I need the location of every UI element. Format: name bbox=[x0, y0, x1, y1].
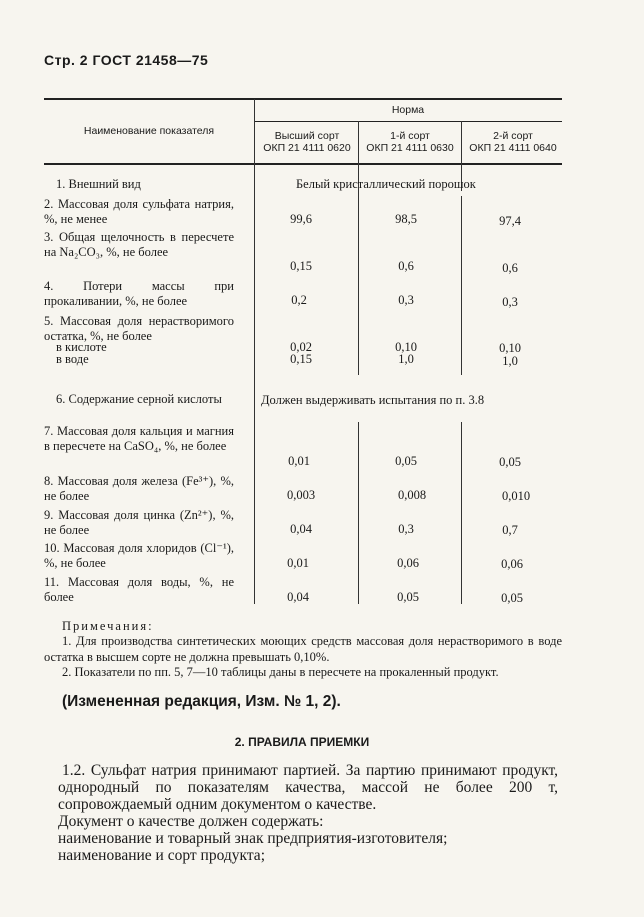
row-10-value-3: 0,06 bbox=[501, 557, 523, 571]
section-heading: 2. ПРАВИЛА ПРИЕМКИ bbox=[234, 735, 370, 749]
row-5-sub-2-value-2: 1,0 bbox=[398, 352, 414, 366]
col-divider-2 bbox=[358, 121, 359, 375]
row-4-name: 4. Потери массы при прокаливании, %, не более bbox=[44, 279, 234, 308]
row-4-value-3: 0,3 bbox=[502, 295, 518, 309]
row-10-value-2: 0,06 bbox=[397, 556, 419, 570]
row-3-value-3: 0,6 bbox=[502, 261, 518, 275]
row-8-value-1: 0,003 bbox=[286, 488, 316, 502]
row-11-value-1: 0,04 bbox=[287, 590, 309, 604]
row-1-span: Белый кристаллический порошок bbox=[296, 177, 476, 191]
table-top-rule bbox=[44, 98, 562, 100]
row-7-value-2: 0,05 bbox=[395, 454, 417, 468]
row-2-value-2: 98,5 bbox=[395, 212, 417, 226]
norm-sub-rule bbox=[254, 121, 562, 122]
row-5-sub-1-label: в кислоте bbox=[56, 340, 107, 354]
paragraph-list-2: наименование и сорт продукта; bbox=[58, 847, 265, 864]
row-9-value-3: 0,7 bbox=[502, 523, 518, 537]
row-5-name: 5. Массовая доля нерастворимого остатка, %, не более bbox=[44, 314, 234, 343]
row-2-name: 2. Массовая доля сульфата натрия, %, не менее bbox=[44, 197, 234, 226]
row-9-value-1: 0,04 bbox=[290, 522, 312, 536]
col-divider-3b bbox=[461, 422, 462, 604]
col-divider-2b bbox=[358, 422, 359, 604]
row-2-value-1: 99,6 bbox=[290, 212, 312, 226]
row-5-sub-2-value-1: 0,15 bbox=[290, 352, 312, 366]
row-7-value-1: 0,01 bbox=[288, 454, 310, 468]
row-4-value-1: 0,2 bbox=[291, 293, 307, 307]
row-9-value-2: 0,3 bbox=[398, 522, 414, 536]
row-2-value-3: 97,4 bbox=[499, 214, 521, 228]
row-5-sub-2-label: в воде bbox=[56, 352, 89, 366]
norm-header: Норма bbox=[391, 104, 425, 116]
grade-code: ОКП 21 4111 0640 bbox=[469, 142, 557, 154]
row-10-name: 10. Массовая доля хлоридов (Cl⁻¹), %, не более bbox=[44, 541, 234, 570]
row-1-name: 1. Внешний вид bbox=[56, 177, 141, 191]
revision-note: (Измененная редакция, Изм. № 1, 2). bbox=[62, 693, 341, 710]
row-7-value-3: 0,05 bbox=[499, 455, 521, 469]
row-11-name: 11. Массовая доля воды, %, не более bbox=[44, 575, 234, 604]
col-divider-1 bbox=[254, 99, 255, 604]
row-5-sub-1-value-1: 0,02 bbox=[290, 340, 312, 354]
notes-title: Примечания: bbox=[62, 619, 154, 633]
grade-code: ОКП 21 4111 0630 bbox=[366, 142, 454, 154]
row-7-name: 7. Массовая доля кальция и магния в пересчете на CaSO₄, %, не более bbox=[44, 424, 234, 453]
grade-label: 1-й сорт bbox=[390, 130, 430, 142]
row-5-sub-1-value-2: 0,10 bbox=[395, 340, 417, 354]
col-divider-3a bbox=[461, 196, 462, 375]
note-1: 1. Для производства синтетических моющих средств массовая доля нерастворимого в воде остатка в высшем сорте не должна превышать 0,10%. bbox=[44, 634, 562, 664]
row-9-name: 9. Массовая доля цинка (Zn²⁺), %, не более bbox=[44, 508, 234, 537]
paragraph-1-2: 1.2. Сульфат натрия принимают партией. За партию принимают продукт, однородный по показателям качества, массой не более 200 т, сопровождаемый одним документом о качестве. bbox=[58, 762, 558, 813]
row-5-sub-2-value-3: 1,0 bbox=[502, 354, 518, 368]
grade-header-2 bbox=[359, 130, 461, 154]
grade-label: Высший сорт bbox=[274, 130, 340, 142]
row-3-value-2: 0,6 bbox=[398, 259, 414, 273]
row-5-sub-1-value-3: 0,10 bbox=[499, 341, 521, 355]
paragraph-list-1: наименование и товарный знак предприятия-изготовителя; bbox=[58, 830, 448, 847]
row-10-value-1: 0,01 bbox=[287, 556, 309, 570]
paragraph-doc: Документ о качестве должен содержать: bbox=[58, 813, 324, 830]
grade-code: ОКП 21 4111 0620 bbox=[263, 142, 351, 154]
grade-header-1 bbox=[256, 130, 358, 154]
row-8-value-3: 0,010 bbox=[501, 489, 531, 503]
grade-label: 2-й сорт bbox=[493, 130, 533, 142]
table-head-rule bbox=[44, 163, 562, 165]
row-4-value-2: 0,3 bbox=[398, 293, 414, 307]
note-2: 2. Показатели по пп. 5, 7—10 таблицы даны в пересчете на прокаленный продукт. bbox=[62, 665, 499, 679]
row-8-name: 8. Массовая доля железа (Fe³⁺), %, не более bbox=[44, 474, 234, 503]
row-3-name: 3. Общая щелочность в пересчете на Na₂CO₃, %, не более bbox=[44, 230, 234, 259]
page-header: Стр. 2 ГОСТ 21458—75 bbox=[44, 52, 209, 68]
grade-header-3 bbox=[462, 130, 564, 154]
name-column-header: Наименование показателя bbox=[83, 125, 215, 137]
row-6-span: Должен выдерживать испытания по п. 3.8 bbox=[261, 393, 485, 407]
row-11-value-3: 0,05 bbox=[501, 591, 523, 605]
row-8-value-2: 0,008 bbox=[397, 488, 427, 502]
row-6-name: 6. Содержание серной кислоты bbox=[56, 392, 222, 406]
row-11-value-2: 0,05 bbox=[397, 590, 419, 604]
row-3-value-1: 0,15 bbox=[290, 259, 312, 273]
